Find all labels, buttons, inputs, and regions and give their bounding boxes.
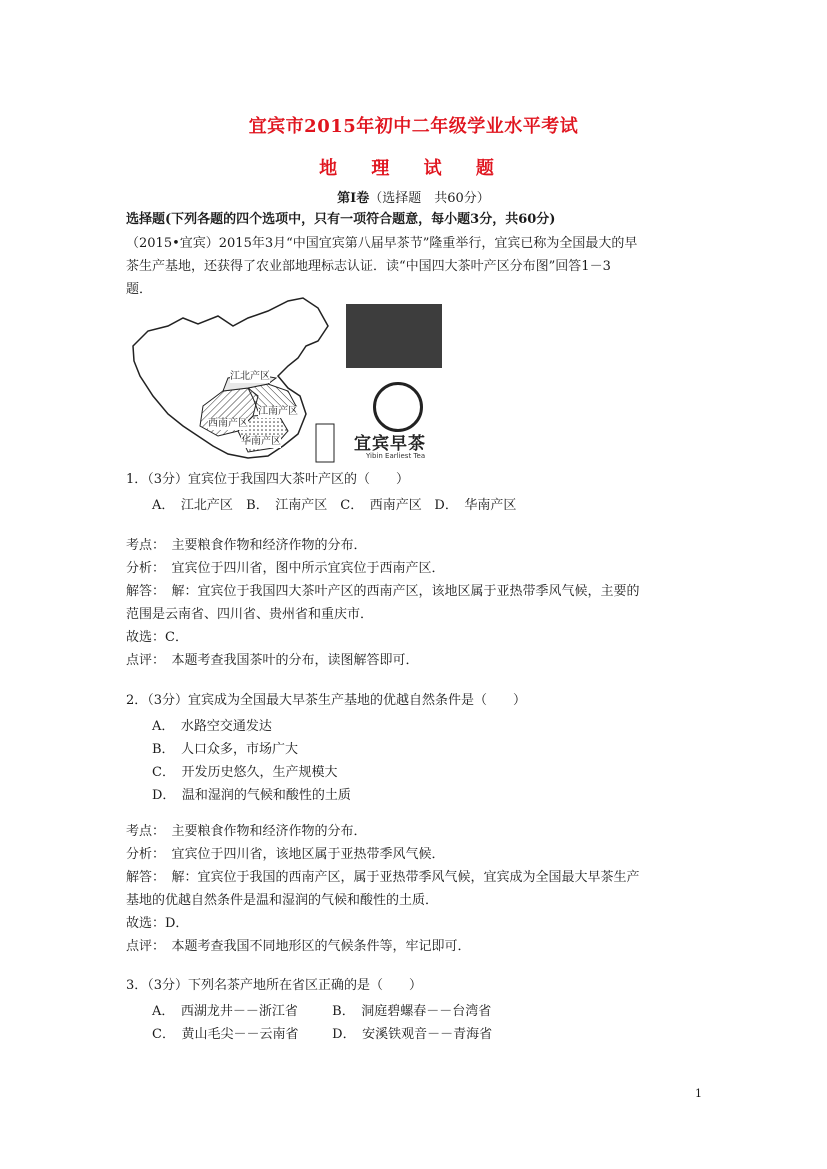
q2-option-a: A． 水路空交通发达 [152,719,272,734]
intro-line-3: 题． [126,282,153,297]
q2-answer: 故选：D． [126,916,189,931]
q1-option-c: C． 西南产区 [340,498,422,513]
q3-option-a: A． 西湖龙井－－浙江省 [152,1004,298,1019]
q3-option-b: B． 洞庭碧螺春－－台湾省 [332,1004,492,1019]
exam-title: 宜宾市2015年初中二年级学业水平考试 [248,116,579,137]
q3-options-row-1 [152,1000,491,1019]
intro-line-1: （2015•宜宾）2015年3月“中国宜宾第八届早茶节”隆重举行，宜宾已称为全国最大的早 [126,236,638,251]
q1-dianping: 点评： 本题考查我国茶叶的分布，读图解答即可． [126,653,419,668]
page-number: 1 [695,1087,702,1100]
q1-fenxi: 分析： 宜宾位于四川省，图中所示宜宾位于西南产区． [126,561,445,576]
instruction: 选择题(下列各题的四个选项中，只有一项符合题意，每小题3分，共60分) [126,212,556,227]
q2-kaodian: 考点： 主要粮食作物和经济作物的分布． [126,824,367,839]
map-label-huanan: 华南产区 [241,436,281,447]
q1-option-b: B． 江南产区 [246,498,328,513]
section-detail: （选择题 共60分） [369,191,490,206]
map-label-xinan: 西南产区 [208,418,248,429]
exam-subtitle: 地 理 试 题 [319,158,508,179]
q2-fenxi: 分析： 宜宾位于四川省，该地区属于亚热带季风气候． [126,847,445,862]
map-label-jiangnan: 江南产区 [258,406,298,417]
q2-option-d: D． 温和湿润的气候和酸性的土质 [152,788,351,803]
map-label-jiangbei: 江北产区 [230,371,270,382]
q1-options [152,494,516,513]
q2-dianping: 点评： 本题考查我国不同地形区的气候条件等，牢记即可． [126,939,471,954]
figure-tea-regions [128,296,448,466]
q3-option-c: C． 黄山毛尖－－云南省 [152,1027,299,1042]
tea-garden-photo-icon [346,304,442,368]
q1-jieda-1: 解答： 解：宜宾位于我国四大茶叶产区的西南产区，该地区属于亚热带季风气候，主要的 [126,584,640,599]
intro-line-2: 茶生产基地，还获得了农业部地理标志认证．读“中国四大茶叶产区分布图”回答1－3 [126,259,611,274]
q3-options-row-2 [152,1023,492,1042]
q2-jieda-2: 基地的优越自然条件是温和湿润的气候和酸性的土质． [126,893,439,908]
q2-option-c: C． 开发历史悠久，生产规模大 [152,765,338,780]
q1-answer: 故选：C． [126,630,188,645]
q2-stem: 2．（3分）宜宾成为全国最大早茶生产基地的优越自然条件是（ ） [126,693,527,708]
q2-jieda-1: 解答： 解：宜宾位于我国的西南产区，属于亚热带季风气候，宜宾成为全国最大早茶生产 [126,870,640,885]
q1-option-a: A． 江北产区 [152,498,233,513]
q3-stem: 3．（3分）下列名茶产地所在省区正确的是（ ） [126,978,423,993]
q1-kaodian: 考点： 主要粮食作物和经济作物的分布． [126,538,367,553]
q3-option-d: D． 安溪铁观音－－青海省 [332,1027,493,1042]
q1-stem: 1．（3分）宜宾位于我国四大茶叶产区的（ ） [126,472,410,487]
section-name: 第Ⅰ卷 [337,191,370,206]
section-header [0,187,827,206]
logo-text: 宜宾早茶 [354,434,426,454]
q1-option-d: D． 华南产区 [434,498,517,513]
q1-jieda-2: 范围是云南省、四川省、贵州省和重庆市． [126,607,374,622]
logo-subtext: Yibin Earliest Tea [366,452,426,460]
q2-option-b: B． 人口众多，市场广大 [152,742,299,757]
yibin-tea-logo-icon [373,382,423,432]
